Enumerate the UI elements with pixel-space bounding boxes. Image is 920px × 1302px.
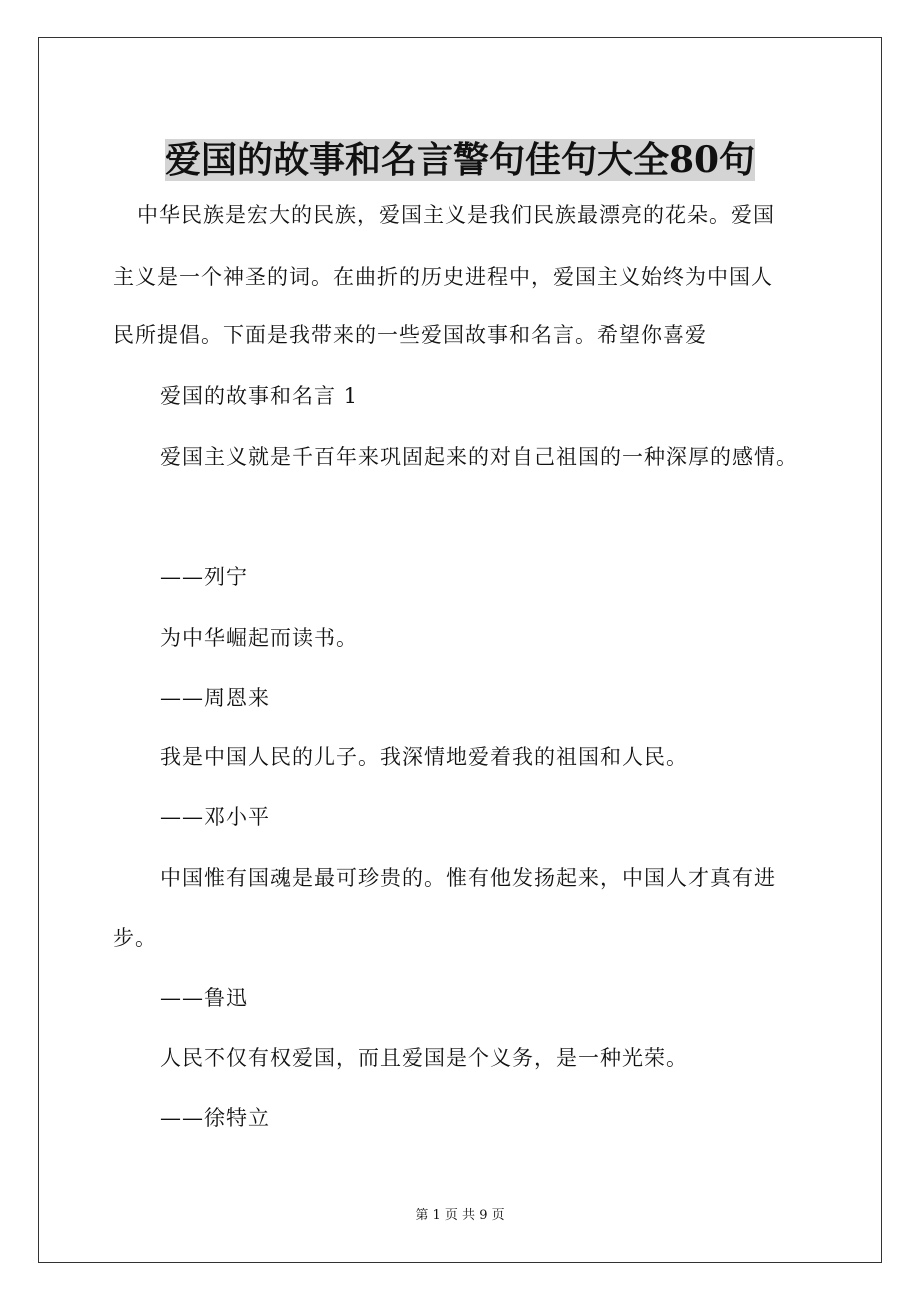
paragraph-intro-line-3: 民所提倡。下面是我带来的一些爱国故事和名言。希望你喜爱: [113, 323, 707, 347]
quote-text: 人民不仅有权爱国，而且爱国是个义务，是一种光荣。: [160, 1046, 688, 1070]
quote-author: ——鲁迅: [160, 986, 248, 1010]
paragraph-intro-line-1: 中华民族是宏大的民族，爱国主义是我们民族最漂亮的花朵。爱国: [137, 203, 775, 227]
document-title: [0, 136, 920, 184]
quote-author: ——徐特立: [160, 1106, 270, 1130]
document-title-text: 爱国的故事和名言警句佳句大全80句: [164, 139, 756, 182]
quote-text-continued: 步。: [113, 926, 157, 950]
page-footer: 第 1 页 共 9 页: [415, 1208, 505, 1223]
quote-author: ——邓小平: [160, 805, 270, 829]
quote-author: ——列宁: [160, 565, 248, 589]
quote-text: 我是中国人民的儿子。我深情地爱着我的祖国和人民。: [160, 745, 688, 769]
quote-text: 为中华崛起而读书。: [160, 626, 358, 650]
section-heading: 爱国的故事和名言 1: [160, 384, 359, 408]
quote-author: ——周恩来: [160, 686, 270, 710]
paragraph-intro-line-2: 主义是一个神圣的词。在曲折的历史进程中，爱国主义始终为中国人: [113, 265, 773, 289]
quote-text: 中国惟有国魂是最可珍贵的。惟有他发扬起来，中国人才真有进: [160, 866, 776, 890]
quote-text: 爱国主义就是千百年来巩固起来的对自己祖国的一种深厚的感情。: [160, 445, 798, 469]
